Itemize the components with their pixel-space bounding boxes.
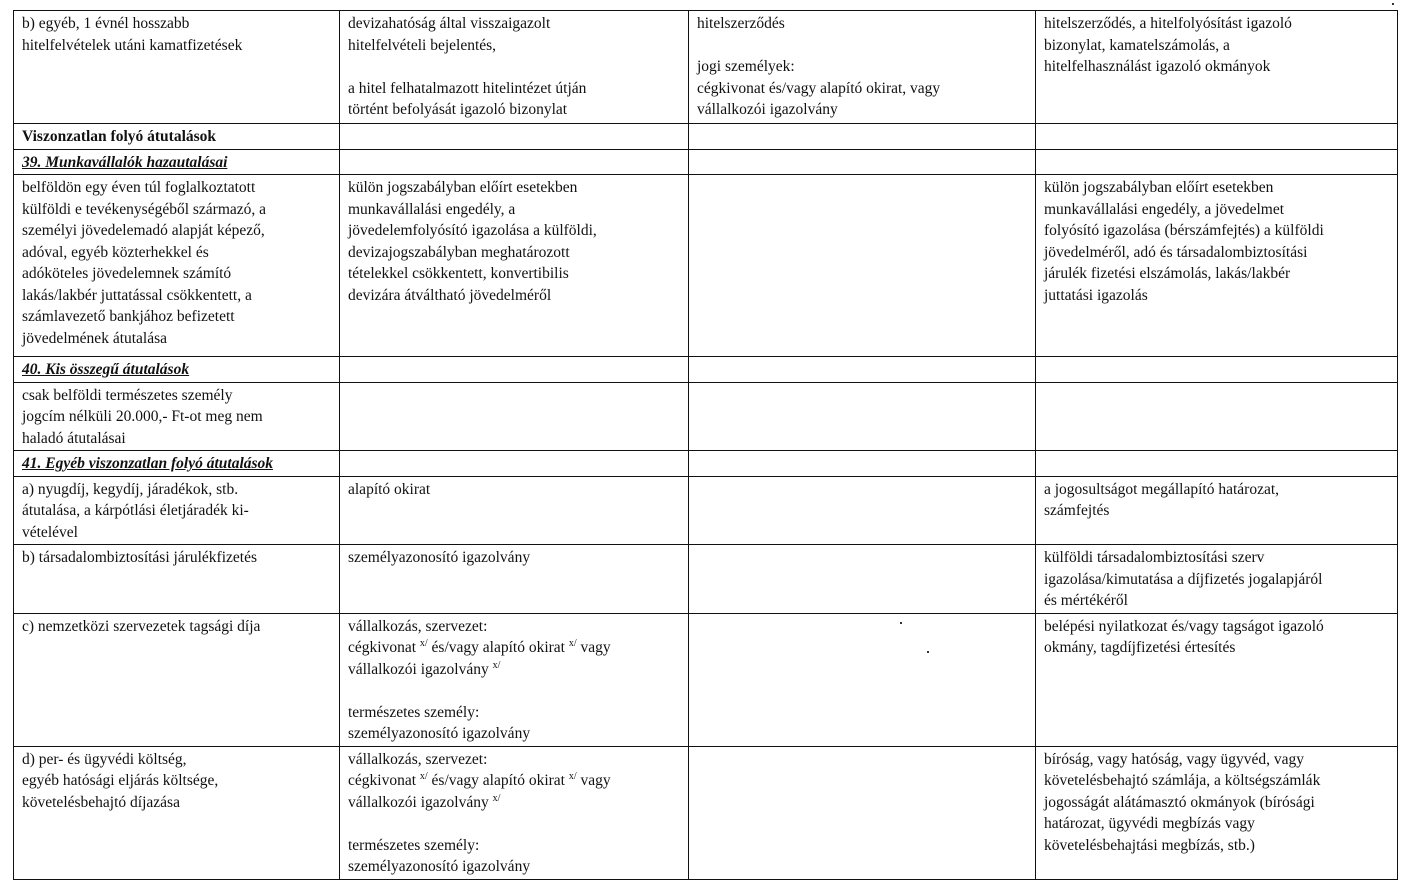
transaction-type-cell: belföldön egy éven túl foglalkoztatott külföldi e tevékenységéből származó, a személyi jövedelemadó alapját képező, adóval, egyéb közterhekkel és adóköteles jövedelemnek számító lakás/lakbér juttatással csökkentett, a számlavezető bankjához befizetett jövedelmének átutalása [14,175,340,357]
required-document-cell: vállalkozás, szervezet: cégkivonat $^{x/}$ és/vagy alapító okirat $^{x/}$ vagy vállalkozói igazolvány $^{x/}$ természetes személy: személyazonosító igazolvány [340,746,689,879]
proof-document-cell: belépési nyilatkozat és/vagy tagságot igazoló okmány, tagdíjfizetési értesítés [1036,613,1398,746]
client-document-cell [689,476,1036,545]
subsection-heading: 41. Egyéb viszonzatlan folyó átutalások [14,451,340,477]
scan-speck [1392,3,1394,5]
section-heading-row [14,124,1398,150]
proof-document-cell: külföldi társadalombiztosítási szerv igazolása/kimutatása a díjfizetés jogalapjáról és mértékéről [1036,545,1398,614]
regulation-table [13,10,1398,880]
table-row [14,476,1398,545]
footnote-marker: x/ [492,659,501,671]
proof-document-cell: bíróság, vagy hatóság, vagy ügyvéd, vagy követelésbehajtó számlája, a költségszámlák jogosságát alátámasztó okmányok (bírósági határozat, ügyvédi megbízás vagy követelésbehajtási megbízás, stb.) [1036,746,1398,879]
table-row [14,545,1398,614]
required-document-cell: személyazonosító igazolvány [340,545,689,614]
client-document-cell [689,613,1036,746]
subsection-heading-row [14,451,1398,477]
transaction-type-cell: c) nemzetközi szervezetek tagsági díja [14,613,340,746]
footnote-marker: x/ [568,771,577,782]
client-document-cell [689,175,1036,357]
proof-document-cell [1036,382,1398,451]
footnote-marker: x/ [419,771,428,782]
transaction-type-cell: a) nyugdíj, kegydíj, járadékok, stb. átutalása, a kárpótlási életjáradék ki- vételével [14,476,340,545]
table-row [14,613,1398,746]
proof-document-cell: külön jogszabályban előírt esetekben munkavállalási engedély, a jövedelmet folyósító igazolása (bérszámfejtés) a külföldi jövedelméről, adó és társadalombiztosítási járulék fizetési elszámolás, lakás/lakbér juttatási igazolás [1036,175,1398,357]
required-document-cell: külön jogszabályban előírt esetekben munkavállalási engedély, a jövedelemfolyósító igazolása a külföldi, devizajogszabályban meghatározott tételekkel csökkentett, konvertibilis devizára átváltható jövedelméről [340,175,689,357]
required-document-cell: vállalkozás, szervezet: cégkivonat $^{x/}$ és/vagy alapító okirat $^{x/}$ vagy vállalkozói igazolvány $^{x/}$ természetes személy: személyazonosító igazolvány [340,613,689,746]
footnote-marker: x/ [568,638,577,649]
subsection-heading-row [14,149,1398,175]
client-document-cell [689,746,1036,879]
table-row [14,382,1398,451]
footnote-marker: x/ [492,792,501,804]
subsection-heading: 40. Kis összegű átutalások [14,357,340,383]
section-heading: Viszonzatlan folyó átutalások [14,124,340,150]
transaction-type-cell: b) társadalombiztosítási járulékfizetés [14,545,340,614]
scan-speck [900,622,902,624]
required-document-cell: alapító okirat [340,476,689,545]
proof-document-cell: hitelszerződés, a hitelfolyósítást igazoló bizonylat, kamatelszámolás, a hitelfelhasználást igazoló okmányok [1036,11,1398,124]
table-row [14,746,1398,879]
table-row [14,11,1398,124]
client-document-cell [689,382,1036,451]
transaction-type-cell: b) egyéb, 1 évnél hosszabb hitelfelvételek utáni kamatfizetések [14,11,340,124]
subsection-heading: 39. Munkavállalók hazautalásai [14,149,340,175]
required-document-cell [340,382,689,451]
footnote-marker: x/ [419,638,428,649]
required-document-cell: devizahatóság által visszaigazolt hitelfelvételi bejelentés, a hitel felhatalmazott hitelintézet útján történt befolyását igazoló bizonylat [340,11,689,124]
transaction-type-cell: d) per- és ügyvédi költség, egyéb hatósági eljárás költsége, követelésbehajtó díjazása [14,746,340,879]
transaction-type-cell: csak belföldi természetes személy jogcím nélküli 20.000,- Ft-ot meg nem haladó átutalásai [14,382,340,451]
scan-speck [927,651,929,653]
client-document-cell: hitelszerződés jogi személyek: cégkivonat és/vagy alapító okirat, vagy vállalkozói igazolvány [689,11,1036,124]
proof-document-cell: a jogosultságot megállapító határozat, számfejtés [1036,476,1398,545]
table-row [14,175,1398,357]
client-document-cell [689,545,1036,614]
subsection-heading-row [14,357,1398,383]
